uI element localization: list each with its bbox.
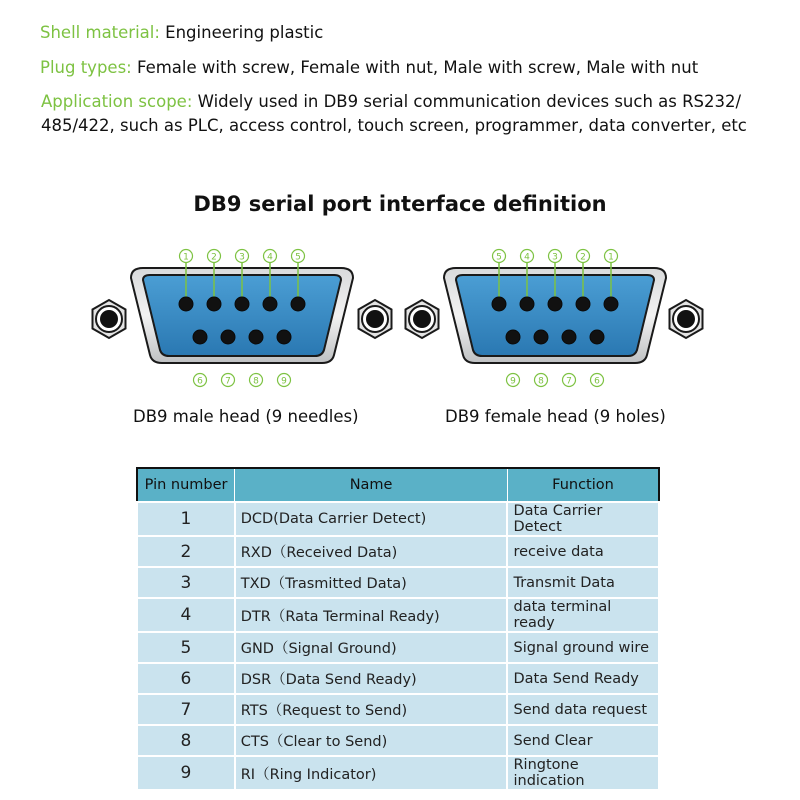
name-cell: RI（Ring Indicator) <box>235 756 508 790</box>
name-cell: TXD（Trasmitted Data) <box>235 567 508 598</box>
pin-cell: 6 <box>137 663 235 694</box>
function-cell: Ringtone indication <box>507 756 659 790</box>
mounting-nut-icon <box>670 300 703 338</box>
pin-label: 2 <box>211 252 217 263</box>
female-connector-caption: DB9 female head (9 holes) <box>445 407 666 426</box>
pin-label: 5 <box>496 252 502 263</box>
spec-plug-types <box>40 57 698 79</box>
table-row <box>137 725 659 756</box>
table-row <box>137 567 659 598</box>
connector-diagrams <box>0 240 800 390</box>
pin-label: 7 <box>225 376 231 387</box>
spec-label: Application scope: <box>41 92 198 111</box>
female-connector <box>406 250 703 387</box>
function-cell: data terminal ready <box>507 598 659 632</box>
pin-cell: 8 <box>137 725 235 756</box>
spec-label: Plug types: <box>40 58 137 77</box>
pin-label: 4 <box>267 252 273 263</box>
name-cell: DSR（Data Send Ready) <box>235 663 508 694</box>
male-connector <box>93 250 392 387</box>
table-header-row <box>137 468 659 502</box>
function-cell: Transmit Data <box>507 567 659 598</box>
spec-shell-material <box>40 22 323 44</box>
pin-label: 8 <box>253 376 259 387</box>
name-cell: DTR（Rata Terminal Ready) <box>235 598 508 632</box>
table-row <box>137 502 659 536</box>
function-cell: Data Send Ready <box>507 663 659 694</box>
pin-label: 3 <box>239 252 245 263</box>
name-cell: GND（Signal Ground) <box>235 632 508 663</box>
function-cell: Send Clear <box>507 725 659 756</box>
mounting-nut-icon <box>93 300 126 338</box>
pin-label: 6 <box>594 376 600 387</box>
pin-label: 1 <box>183 252 189 263</box>
table-row <box>137 663 659 694</box>
function-cell: Send data request <box>507 694 659 725</box>
pin-label: 3 <box>552 252 558 263</box>
name-cell: RTS（Request to Send) <box>235 694 508 725</box>
pin-cell: 2 <box>137 536 235 567</box>
pin-label: 2 <box>580 252 586 263</box>
header-function: Function <box>507 468 659 502</box>
mounting-nut-icon <box>406 300 439 338</box>
spec-application-scope <box>41 91 741 113</box>
header-pin-number: Pin number <box>137 468 235 502</box>
pin-definition-table <box>136 467 660 791</box>
spec-value: Female with screw, Female with nut, Male with screw, Male with nut <box>136 58 699 77</box>
name-cell: RXD（Received Data) <box>235 536 508 567</box>
pin-label: 4 <box>524 252 530 263</box>
name-cell: CTS（Clear to Send) <box>235 725 508 756</box>
spec-value: Widely used in DB9 serial communication devices such as RS232/ <box>197 92 742 111</box>
function-cell: Data Carrier Detect <box>507 502 659 536</box>
pin-label: 6 <box>197 376 203 387</box>
spec-label: Shell material: <box>40 23 166 42</box>
section-title: DB9 serial port interface definition <box>193 192 607 216</box>
header-name: Name <box>235 468 508 502</box>
pin-cell: 3 <box>137 567 235 598</box>
pin-label: 5 <box>295 252 301 263</box>
pin-cell: 9 <box>137 756 235 790</box>
pin-label: 1 <box>608 252 614 263</box>
name-cell: DCD(Data Carrier Detect) <box>235 502 508 536</box>
male-connector-caption: DB9 male head (9 needles) <box>133 407 359 426</box>
spec-value: Engineering plastic <box>165 23 324 42</box>
pin-label: 9 <box>281 376 287 387</box>
pin-label: 7 <box>566 376 572 387</box>
pin-cell: 4 <box>137 598 235 632</box>
function-cell: Signal ground wire <box>507 632 659 663</box>
function-cell: receive data <box>507 536 659 567</box>
pin-cell: 7 <box>137 694 235 725</box>
table-row <box>137 632 659 663</box>
table-row <box>137 694 659 725</box>
table-row <box>137 756 659 790</box>
pin-label: 9 <box>510 376 516 387</box>
mounting-nut-icon <box>359 300 392 338</box>
table-row <box>137 598 659 632</box>
pin-cell: 5 <box>137 632 235 663</box>
pin-label: 8 <box>538 376 544 387</box>
table-row <box>137 536 659 567</box>
pin-cell: 1 <box>137 502 235 536</box>
spec-application-scope-continued: 485/422, such as PLC, access control, touch screen, programmer, data converter, etc <box>41 116 747 135</box>
